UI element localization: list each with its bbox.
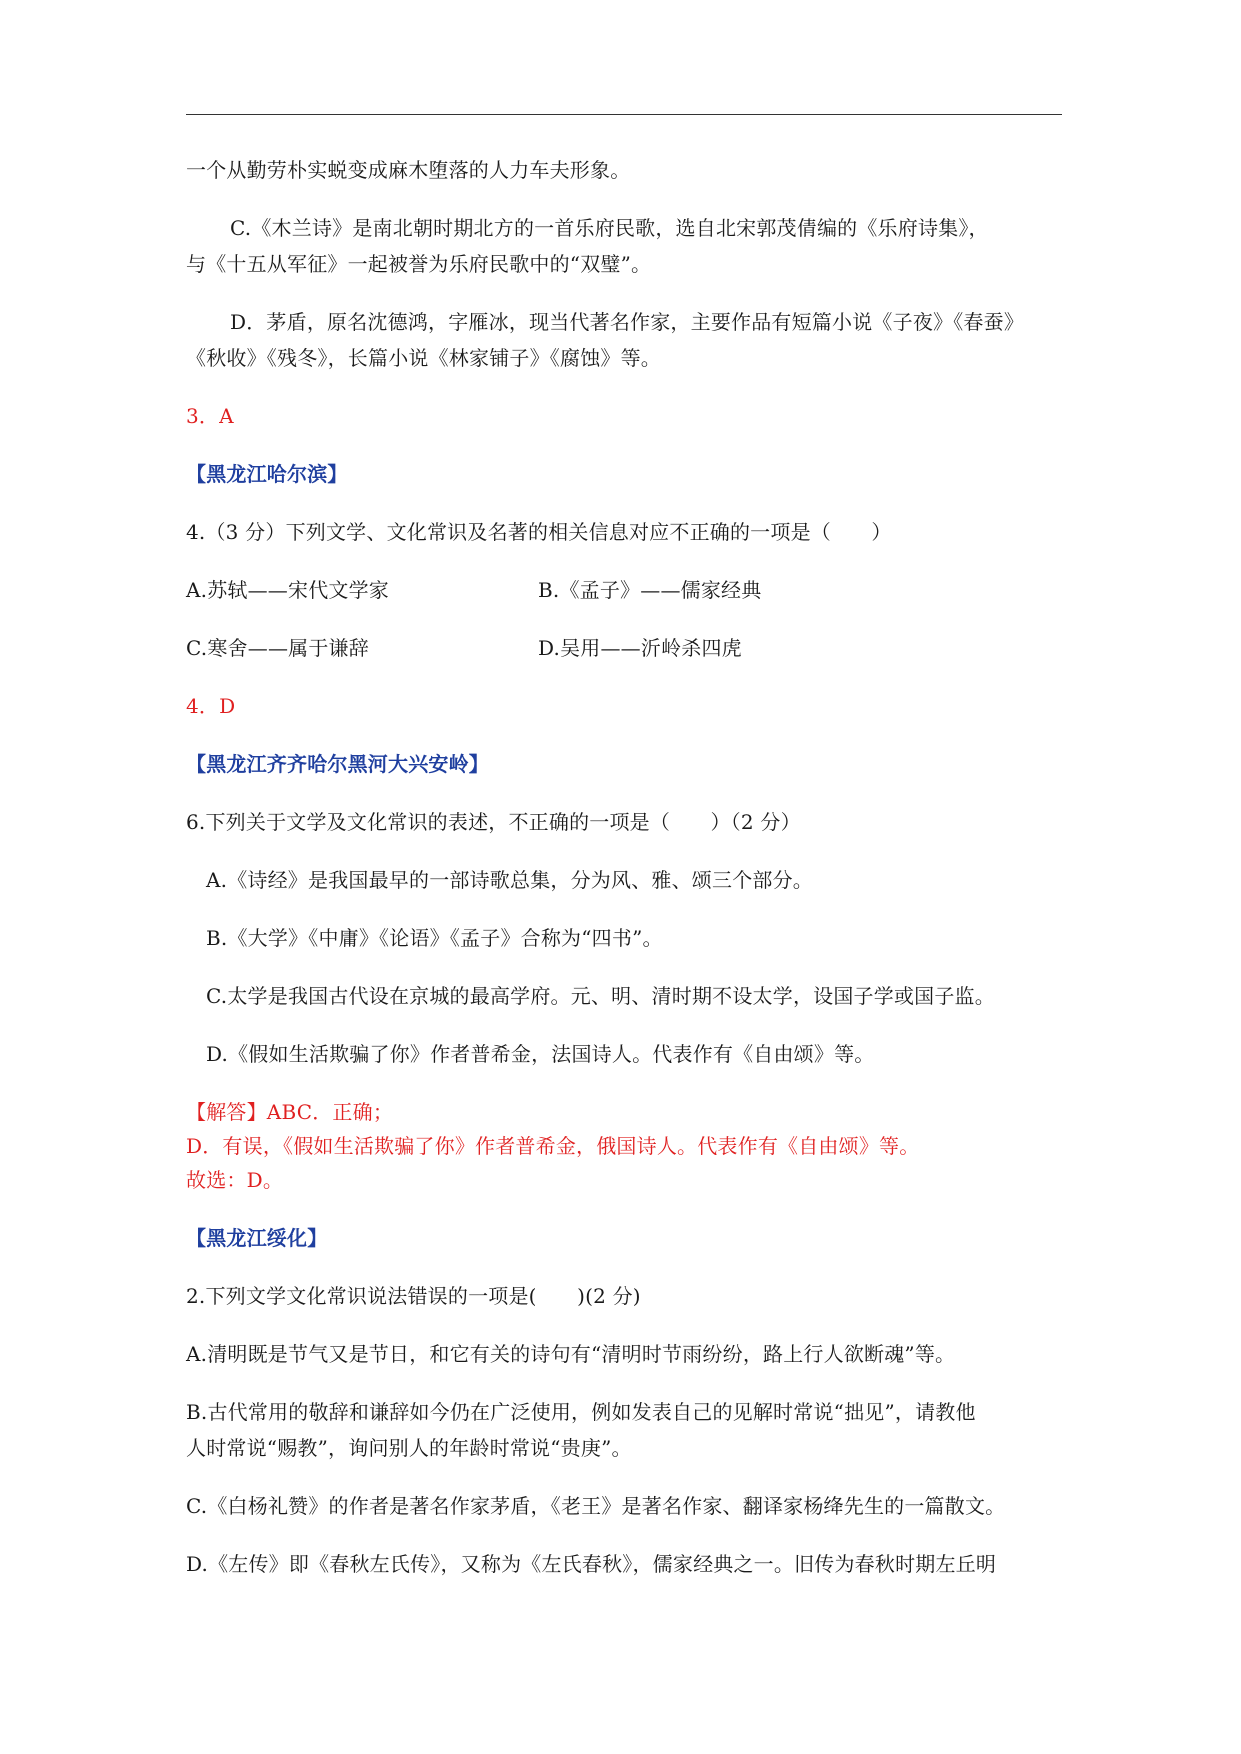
q2-option-d: D.《左传》即《春秋左氏传》，又称为《左氏春秋》，儒家经典之一。旧传为春秋时期左丘明	[186, 1552, 997, 1576]
text-line: 人时常说“赐教”，询问别人的年龄时常说“贵庚”。	[186, 1436, 632, 1460]
answer-3: 3．A	[186, 404, 234, 428]
q2-option-c: C.《白杨礼赞》的作者是著名作家茅盾，《老王》是著名作家、翻译家杨绛先生的一篇散文。	[186, 1494, 1006, 1518]
option-c: C.《木兰诗》是南北朝时期北方的一首乐府民歌，选自北宋郭茂倩编的《乐府诗集》，	[230, 216, 989, 240]
option-d: D．茅盾，原名沈德鸿，字雁冰，现当代著名作家，主要作品有短篇小说《子夜》《春蚕》	[230, 310, 1025, 334]
text-line: 《秋收》《残冬》，长篇小说《林家铺子》《腐蚀》等。	[186, 346, 661, 370]
region-heading: 【黑龙江绥化】	[186, 1226, 328, 1250]
q6-option-a: A.《诗经》是我国最早的一部诗歌总集，分为风、雅、颂三个部分。	[206, 868, 814, 892]
answer-4: 4．D	[186, 694, 236, 718]
q4-option-b: B.《孟子》——儒家经典	[538, 578, 762, 602]
q4-option-d: D.吴用——沂岭杀四虎	[538, 636, 742, 660]
q2-option-a: A.清明既是节气又是节日，和它有关的诗句有“清明时节雨纷纷，路上行人欲断魂”等。	[186, 1342, 956, 1366]
q6-option-c: C.太学是我国古代设在京城的最高学府。元、明、清时期不设太学，设国子学或国子监。	[206, 984, 995, 1008]
region-heading: 【黑龙江哈尔滨】	[186, 462, 348, 486]
q4-option-a: A.苏轼——宋代文学家	[186, 578, 390, 602]
header-rule	[186, 114, 1062, 115]
text-line: 一个从勤劳朴实蜕变成麻木堕落的人力车夫形象。	[186, 158, 631, 182]
solution-line: 【解答】ABC．正确；	[186, 1100, 394, 1124]
text-line: 与《十五从军征》一起被誉为乐府民歌中的“双璧”。	[186, 252, 652, 276]
q6-option-d: D.《假如生活欺骗了你》作者普希金，法国诗人。代表作有《自由颂》等。	[206, 1042, 875, 1066]
question-2: 2.下列文学文化常识说法错误的一项是( )(2 分)	[186, 1284, 641, 1308]
solution-line: D．有误，《假如生活欺骗了你》作者普希金，俄国诗人。代表作有《自由颂》等。	[186, 1134, 920, 1158]
region-heading: 【黑龙江齐齐哈尔黑河大兴安岭】	[186, 752, 489, 776]
q4-option-c: C.寒舍——属于谦辞	[186, 636, 369, 660]
q6-option-b: B.《大学》《中庸》《论语》《孟子》合称为“四书”。	[206, 926, 663, 950]
q2-option-b: B.古代常用的敬辞和谦辞如今仍在广泛使用，例如发表自己的见解时常说“拙见”，请教他	[186, 1400, 976, 1424]
solution-line: 故选：D。	[186, 1168, 284, 1192]
question-6: 6.下列关于文学及文化常识的表述，不正确的一项是（ ）（2 分）	[186, 810, 801, 834]
question-4: 4.（3 分）下列文学、文化常识及名著的相关信息对应不正确的一项是（ ）	[186, 520, 892, 544]
